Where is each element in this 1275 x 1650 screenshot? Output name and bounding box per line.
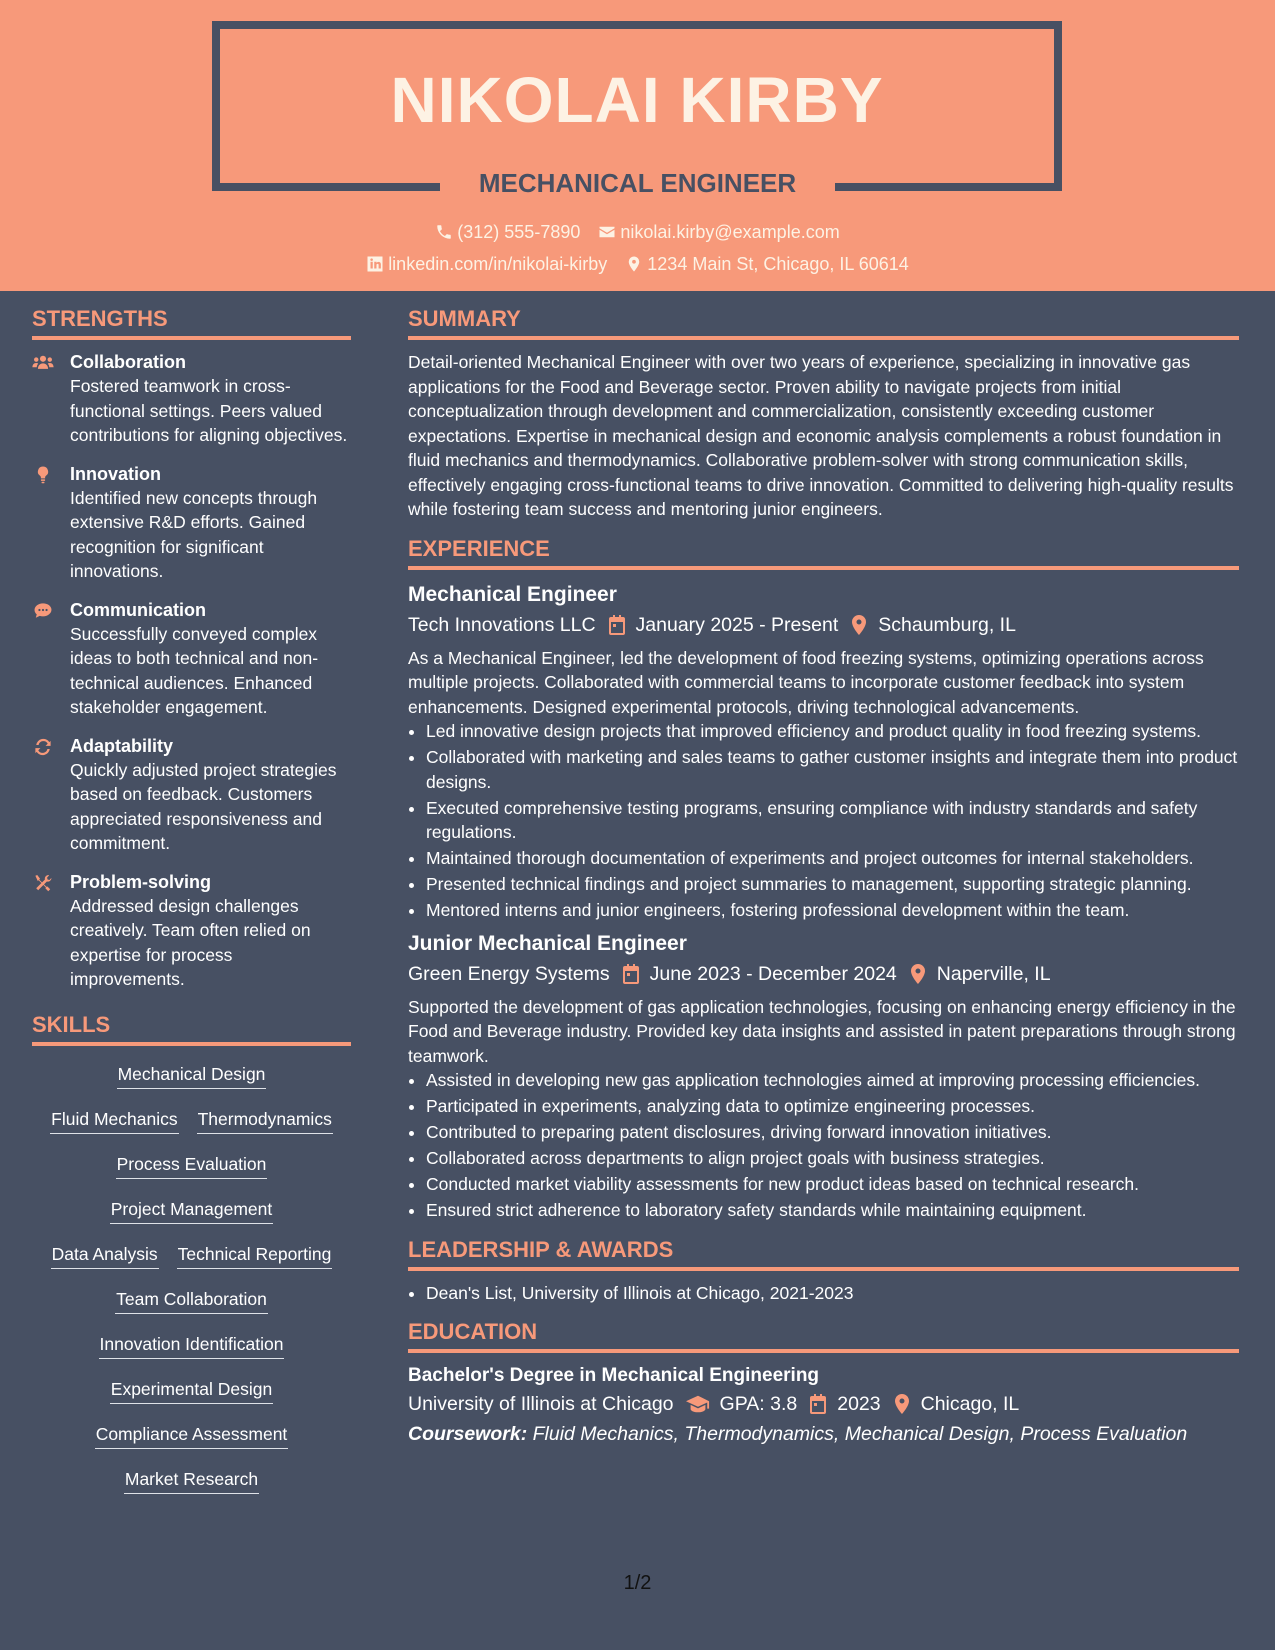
name-frame-bottom-left xyxy=(212,183,440,191)
skill-row xyxy=(32,1467,351,1512)
coursework-label: Coursework: xyxy=(408,1423,528,1445)
education-title: EDUCATION xyxy=(408,1317,1239,1353)
email-text: nikolai.kirby@example.com xyxy=(620,222,840,242)
strength-desc: Identified new concepts through extensive R&D efforts. Gained recognition for significant innovations. xyxy=(70,487,318,581)
strength-name: Adaptability xyxy=(70,735,174,756)
list-item: • Mentored interns and junior engineers, fostering professional development within the team. xyxy=(426,898,1239,923)
envelope-icon xyxy=(598,223,616,241)
skill-row xyxy=(32,1242,351,1287)
name-frame-bottom-right xyxy=(835,183,1062,191)
skill-row xyxy=(32,1062,351,1107)
list-item: • Conducted market viability assessments for new product ideas based on technical research. xyxy=(426,1172,1239,1197)
map-marker-icon xyxy=(893,1394,911,1414)
skill-tag: Technical Reporting xyxy=(177,1242,333,1269)
list-item: • Executed comprehensive testing programs, ensuring compliance with industry standards and safety regulations. xyxy=(426,796,1239,845)
job-meta xyxy=(408,610,1239,640)
list-item: • Collaborated with marketing and sales teams to gather customer insights and integrate them into product designs. xyxy=(426,745,1239,794)
list-item: • Contributed to preparing patent disclosures, driving forward innovation initiatives. xyxy=(426,1120,1239,1145)
job-title: Mechanical Engineer xyxy=(408,582,617,606)
skill-tag: Data Analysis xyxy=(51,1242,159,1269)
job-company: Tech Innovations LLC xyxy=(408,613,596,636)
candidate-role: MECHANICAL ENGINEER xyxy=(478,168,797,198)
list-item: • Collaborated across departments to align project goals with business strategies. xyxy=(426,1146,1239,1171)
strength-name: Innovation xyxy=(70,463,161,484)
skill-row xyxy=(32,1107,351,1152)
job-dates: June 2023 - December 2024 xyxy=(649,962,897,985)
skill-row xyxy=(32,1287,351,1332)
map-marker-icon xyxy=(850,615,868,635)
skill-tag: Innovation Identification xyxy=(99,1332,285,1359)
strength-desc: Addressed design challenges creatively. Team often relied on expertise for process improvements. xyxy=(70,895,311,989)
skill-tag: Project Management xyxy=(110,1197,273,1224)
phone-text: (312) 555-7890 xyxy=(457,222,581,242)
skills-title: SKILLS xyxy=(32,1010,351,1046)
address-contact xyxy=(625,252,909,276)
job-company: Green Energy Systems xyxy=(408,962,610,985)
page-number: 1/2 xyxy=(623,1572,652,1594)
strength-desc: Successfully conveyed complex ideas to both technical and non-technical audiences. Enhanced stakeholder engagement. xyxy=(70,623,319,717)
job-entry xyxy=(408,580,1239,923)
candidate-name: NIKOLAI KIRBY xyxy=(390,64,884,136)
list-item: • Presented technical findings and project summaries to management, supporting strategic planning. xyxy=(426,872,1239,897)
job-meta xyxy=(408,959,1239,989)
list-item: • Maintained thorough documentation of experiments and project outcomes for internal stakeholders. xyxy=(426,846,1239,871)
calendar-icon xyxy=(608,615,626,635)
job-bullets xyxy=(408,1068,1239,1223)
calendar-icon xyxy=(809,1394,827,1414)
map-marker-icon xyxy=(909,964,927,984)
degree-name: Bachelor's Degree in Mechanical Engineering xyxy=(408,1365,820,1386)
email-contact[interactable] xyxy=(598,220,839,244)
graduation-cap-icon xyxy=(686,1394,710,1414)
skills-list xyxy=(32,1056,351,1512)
graduation-year: 2023 xyxy=(837,1393,881,1415)
strength-item xyxy=(32,598,351,720)
refresh-icon xyxy=(32,737,54,757)
list-item: • Participated in experiments, analyzing data to optimize engineering processes. xyxy=(426,1094,1239,1119)
strength-item xyxy=(32,350,351,448)
map-marker-icon xyxy=(625,255,643,273)
skill-tag: Process Evaluation xyxy=(116,1152,268,1179)
left-column xyxy=(32,304,351,1512)
phone-icon xyxy=(435,223,453,241)
job-location: Schaumburg, IL xyxy=(878,613,1016,636)
strength-desc: Fostered teamwork in cross-functional settings. Peers valued contributions for aligning objectives. xyxy=(70,376,348,445)
strength-name: Problem-solving xyxy=(70,871,212,892)
leadership-list xyxy=(408,1281,1239,1306)
users-icon xyxy=(32,353,54,373)
job-description: Supported the development of gas application technologies, focusing on enhancing energy efficiency in the Food and Beverage industry. Provided key data insights and assisted in patent preparations through strong teamwork. xyxy=(408,996,1236,1066)
school-name: University of Illinois at Chicago xyxy=(408,1393,674,1415)
strength-item xyxy=(32,870,351,992)
summary-title: SUMMARY xyxy=(408,304,1239,340)
coursework xyxy=(408,1419,1239,1449)
skill-row xyxy=(32,1332,351,1377)
right-column xyxy=(408,304,1239,1449)
skill-tag: Thermodynamics xyxy=(197,1107,333,1134)
list-item: • Ensured strict adherence to laboratory safety standards while maintaining equipment. xyxy=(426,1198,1239,1223)
skill-tag: Mechanical Design xyxy=(117,1062,267,1089)
skill-row xyxy=(32,1422,351,1467)
list-item: • Assisted in developing new gas application technologies aimed at improving processing efficiencies. xyxy=(426,1068,1239,1093)
job-description: As a Mechanical Engineer, led the development of food freezing systems, optimizing operations across multiple projects. Collaborated with commercial teams to incorporate customer feedback into system enhancements. Designed experimental protocols, driving technological advancements. xyxy=(408,647,1204,717)
job-dates: January 2025 - Present xyxy=(635,613,839,636)
skill-tag: Fluid Mechanics xyxy=(50,1107,178,1134)
strength-name: Collaboration xyxy=(70,352,186,372)
phone-contact[interactable] xyxy=(435,220,580,244)
strength-item xyxy=(32,462,351,584)
contact-row-2 xyxy=(0,252,1275,276)
comment-icon xyxy=(32,601,54,621)
skill-row xyxy=(32,1152,351,1197)
job-bullets xyxy=(408,719,1239,923)
coursework-list: Fluid Mechanics, Thermodynamics, Mechanical Design, Process Evaluation xyxy=(532,1423,1188,1445)
job-entry xyxy=(408,929,1239,1223)
gpa: GPA: 3.8 xyxy=(719,1393,798,1415)
contact-row-1 xyxy=(0,220,1275,244)
lightbulb-icon xyxy=(32,465,54,485)
leadership-title: LEADERSHIP & AWARDS xyxy=(408,1235,1239,1271)
strength-item xyxy=(32,734,351,856)
education-meta xyxy=(408,1389,1239,1419)
summary-text: Detail-oriented Mechanical Engineer with over two years of experience, specializing in innovative gas applications for the Food and Beverage sector. Proven ability to navigate projects from initial conceptualization through development and commercialization, consistently exceeding customer expectations. Expertise in mechanical design and economic analysis complements a robust foundation in fluid mechanics and thermodynamics. Collaborative problem-solver with strong communication skills, effectively engaging cross-functional teams to drive innovation. Committed to delivering high-quality results while fostering team success and mentoring junior engineers. xyxy=(408,352,1234,519)
skill-row xyxy=(32,1197,351,1242)
job-location: Naperville, IL xyxy=(936,962,1051,985)
strength-desc: Quickly adjusted project strategies based on feedback. Customers appreciated responsiveness and commitment. xyxy=(70,759,337,853)
list-item: • Dean's List, University of Illinois at Chicago, 2021-2023 xyxy=(426,1281,1239,1306)
linkedin-icon xyxy=(366,255,384,273)
address-text: 1234 Main St, Chicago, IL 60614 xyxy=(647,254,909,274)
skill-tag: Market Research xyxy=(124,1467,259,1494)
list-item: • Led innovative design projects that improved efficiency and product quality in food freezing systems. xyxy=(426,719,1239,744)
strength-name: Communication xyxy=(70,599,207,620)
skill-tag: Team Collaboration xyxy=(115,1287,268,1314)
calendar-icon xyxy=(622,964,640,984)
resume-header xyxy=(0,0,1275,291)
linkedin-text: linkedin.com/in/nikolai-kirby xyxy=(388,254,608,274)
skill-tag: Experimental Design xyxy=(110,1377,273,1404)
tools-icon xyxy=(32,873,54,893)
job-title: Junior Mechanical Engineer xyxy=(408,931,687,955)
school-location: Chicago, IL xyxy=(920,1393,1020,1415)
linkedin-contact[interactable] xyxy=(366,252,607,276)
experience-title: EXPERIENCE xyxy=(408,534,1239,570)
skill-row xyxy=(32,1377,351,1422)
skill-tag: Compliance Assessment xyxy=(95,1422,289,1449)
strengths-title: STRENGTHS xyxy=(32,304,351,340)
